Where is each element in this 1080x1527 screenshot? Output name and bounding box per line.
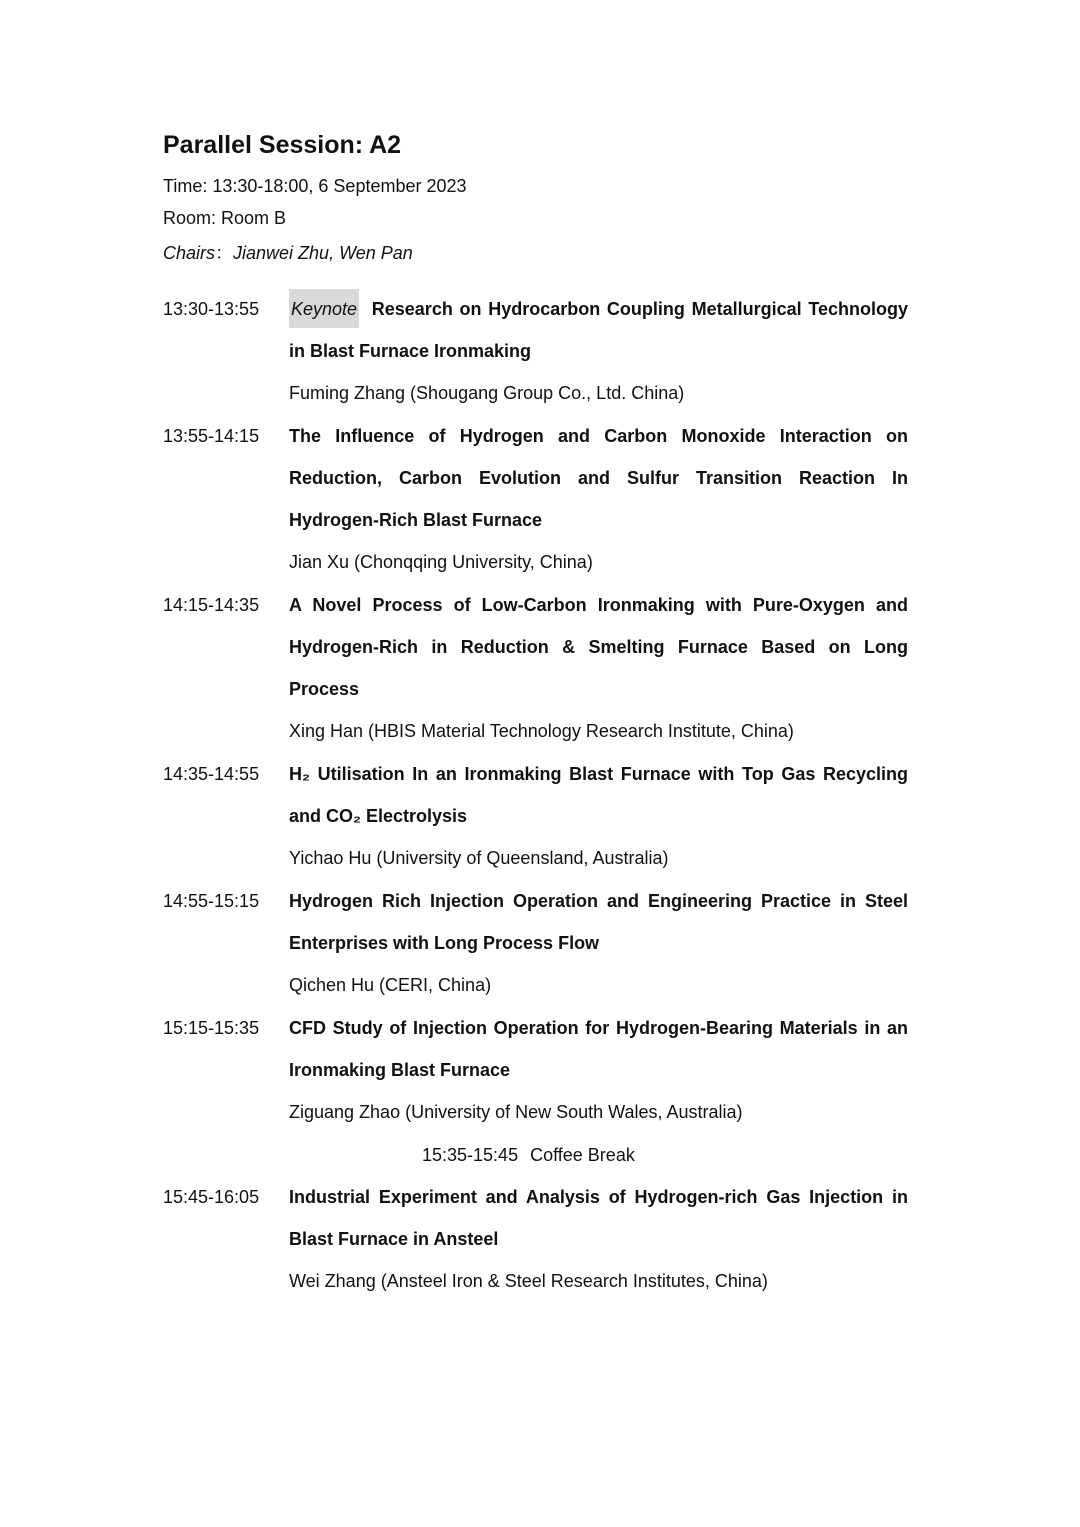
talk-time: 13:30-13:55 (163, 299, 260, 319)
keynote-tag: Keynote (289, 289, 359, 328)
talk-time: 13:55-14:15 (163, 426, 260, 446)
talk-title (289, 288, 908, 372)
talk-speaker: Wei Zhang (Ansteel Iron & Steel Research Institutes, China) (289, 1271, 768, 1291)
talk-row (163, 1176, 908, 1303)
chairs-names: Jianwei Zhu, Wen Pan (233, 243, 413, 263)
talk-title: H₂ Utilisation In an Ironmaking Blast Furnace with Top Gas Recycling and CO₂ Electrolysis (289, 764, 908, 826)
talk-body (289, 288, 908, 415)
talk-title: Industrial Experiment and Analysis of Hydrogen-rich Gas Injection in Blast Furnace in Ansteel (289, 1187, 908, 1249)
talk-speaker: Fuming Zhang (Shougang Group Co., Ltd. China) (289, 383, 685, 403)
talk-row (163, 880, 908, 1007)
coffee-break-label: Coffee Break (530, 1145, 635, 1165)
talk-row (163, 415, 908, 584)
session-chairs (163, 242, 908, 264)
talk-body (289, 1176, 908, 1303)
talk-row (163, 1007, 908, 1134)
coffee-break (163, 1134, 908, 1176)
talk-speaker: Xing Han (HBIS Material Technology Research Institute, China) (289, 721, 794, 741)
talk-row (163, 288, 908, 415)
talk-title-text: Research on Hydrocarbon Coupling Metallurgical Technology in Blast Furnace Ironmaking (289, 299, 908, 361)
talk-body (289, 753, 908, 880)
talk-speaker: Ziguang Zhao (University of New South Wales, Australia) (289, 1102, 743, 1122)
talk-time: 14:55-15:15 (163, 891, 260, 911)
session-page (163, 128, 908, 1303)
talk-body (289, 880, 908, 1007)
talk-body (289, 415, 908, 584)
chairs-separator: ： (215, 243, 234, 263)
talk-title: Hydrogen Rich Injection Operation and Engineering Practice in Steel Enterprises with Long Process Flow (289, 891, 908, 953)
talk-body (289, 584, 908, 753)
session-time: Time: 13:30-18:00, 6 September 2023 (163, 176, 467, 196)
coffee-break-time: 15:35-15:45 (422, 1145, 519, 1165)
talk-row (163, 753, 908, 880)
schedule (163, 288, 908, 1303)
talk-time: 14:35-14:55 (163, 764, 260, 784)
talk-speaker: Yichao Hu (University of Queensland, Australia) (289, 848, 669, 868)
talk-time: 15:45-16:05 (163, 1187, 260, 1207)
talk-speaker: Jian Xu (Chonqqing University, China) (289, 552, 593, 572)
session-room: Room: Room B (163, 208, 287, 228)
talk-row (163, 584, 908, 753)
talk-body (289, 1007, 908, 1134)
talk-speaker: Qichen Hu (CERI, China) (289, 975, 492, 995)
talk-title: A Novel Process of Low-Carbon Ironmaking with Pure-Oxygen and Hydrogen-Rich in Reduction & Smelting Furnace Based on Long Process (289, 595, 908, 699)
talk-title: The Influence of Hydrogen and Carbon Monoxide Interaction on Reduction, Carbon Evolution and Sulfur Transition Reaction In Hydrogen-Rich Blast Furnace (289, 426, 908, 530)
talk-title: CFD Study of Injection Operation for Hydrogen-Bearing Materials in an Ironmaking Blast Furnace (289, 1018, 908, 1080)
session-title: Parallel Session: A2 (163, 131, 402, 159)
talk-time: 14:15-14:35 (163, 595, 260, 615)
chairs-label: Chairs (163, 243, 216, 263)
talk-time: 15:15-15:35 (163, 1018, 260, 1038)
